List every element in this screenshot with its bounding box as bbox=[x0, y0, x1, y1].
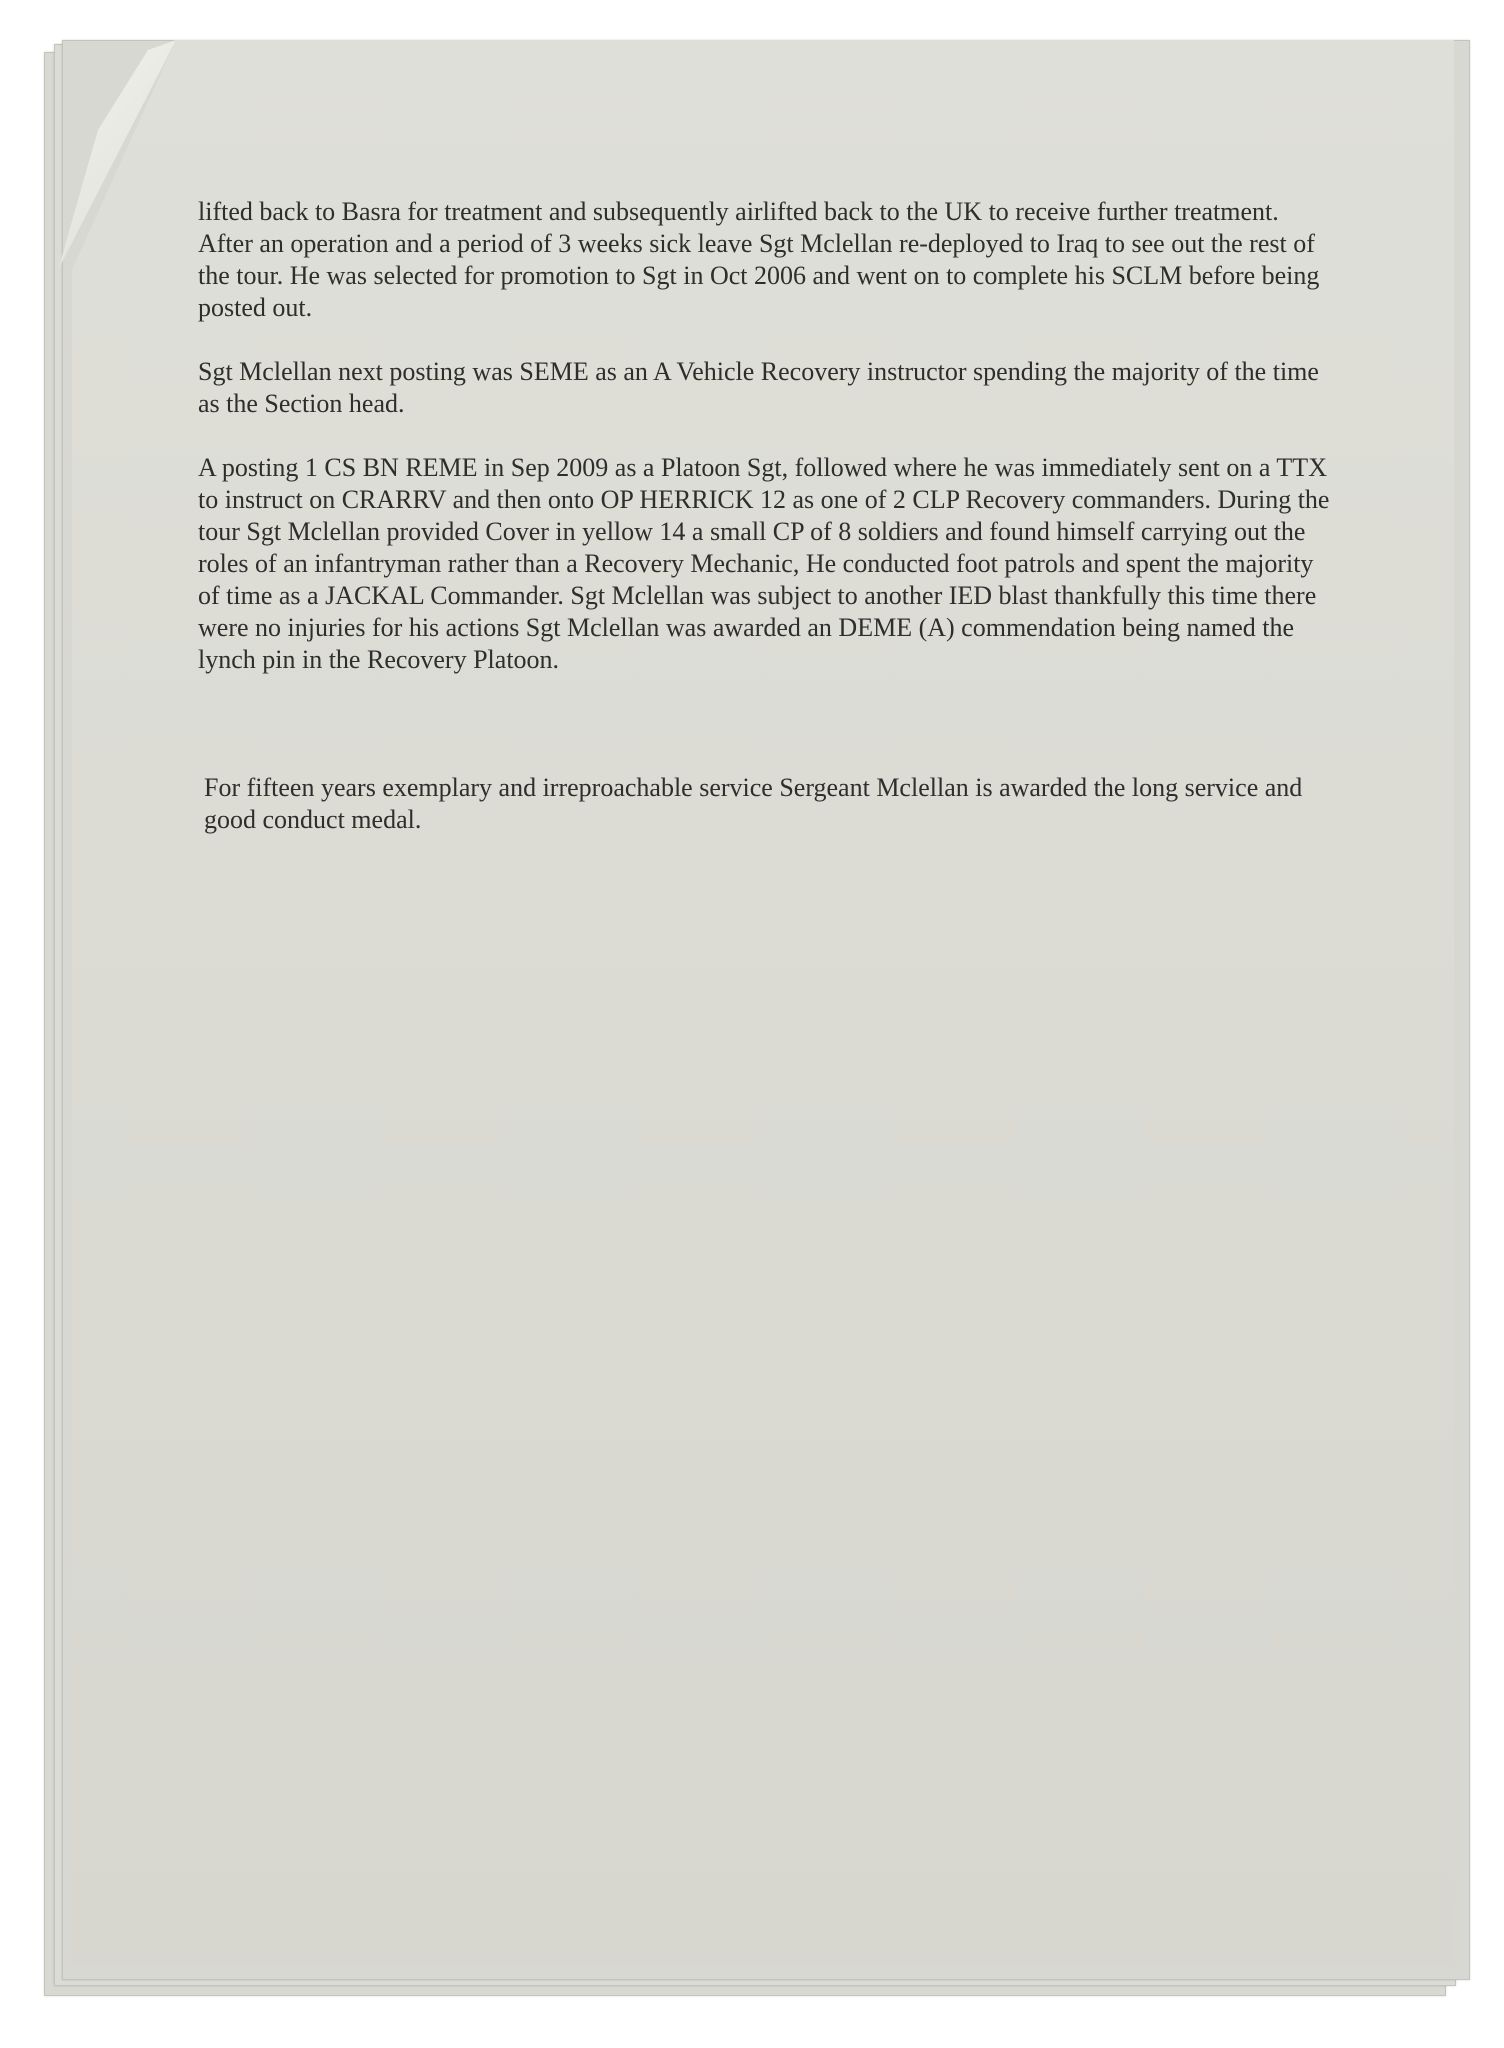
paragraph-award-statement: For fifteen years exemplary and irreproachable service Sergeant Mclellan is awarded the long service and good conduct medal. bbox=[204, 773, 1309, 834]
paragraph-seme-posting: Sgt Mclellan next posting was SEME as an A Vehicle Recovery instructor spending the majority of the time as the Section head. bbox=[198, 357, 1326, 418]
paragraph-treatment: lifted back to Basra for treatment and subsequently airlifted back to the UK to receive further treatment. bbox=[198, 197, 1279, 226]
document-body bbox=[198, 196, 1338, 836]
paragraph-herrick-tour: A posting 1 CS BN REME in Sep 2009 as a Platoon Sgt, followed where he was immediately sent on a TTX to instruct on CRARRV and then onto OP HERRICK 12 as one of 2 CLP Recovery commanders. During the tour Sgt Mclellan provided Cover in yellow 14 a small CP of 8 soldiers and found himself carrying out the roles of an infantryman rather than a Recovery Mechanic, He conducted foot patrols and spent the majority of time as a JACKAL Commander. Sgt Mclellan was subject to another IED blast thankfully this time there were no injuries for his actions Sgt Mclellan was awarded an DEME (A) commendation being named the lynch pin in the Recovery Platoon. bbox=[198, 453, 1336, 674]
paragraph-redeployment: After an operation and a period of 3 weeks sick leave Sgt Mclellan re-deployed to Iraq to see out the rest of the tour. He was selected for promotion to Sgt in Oct 2006 and went on to complete his SCLM before being posted out. bbox=[198, 229, 1326, 322]
